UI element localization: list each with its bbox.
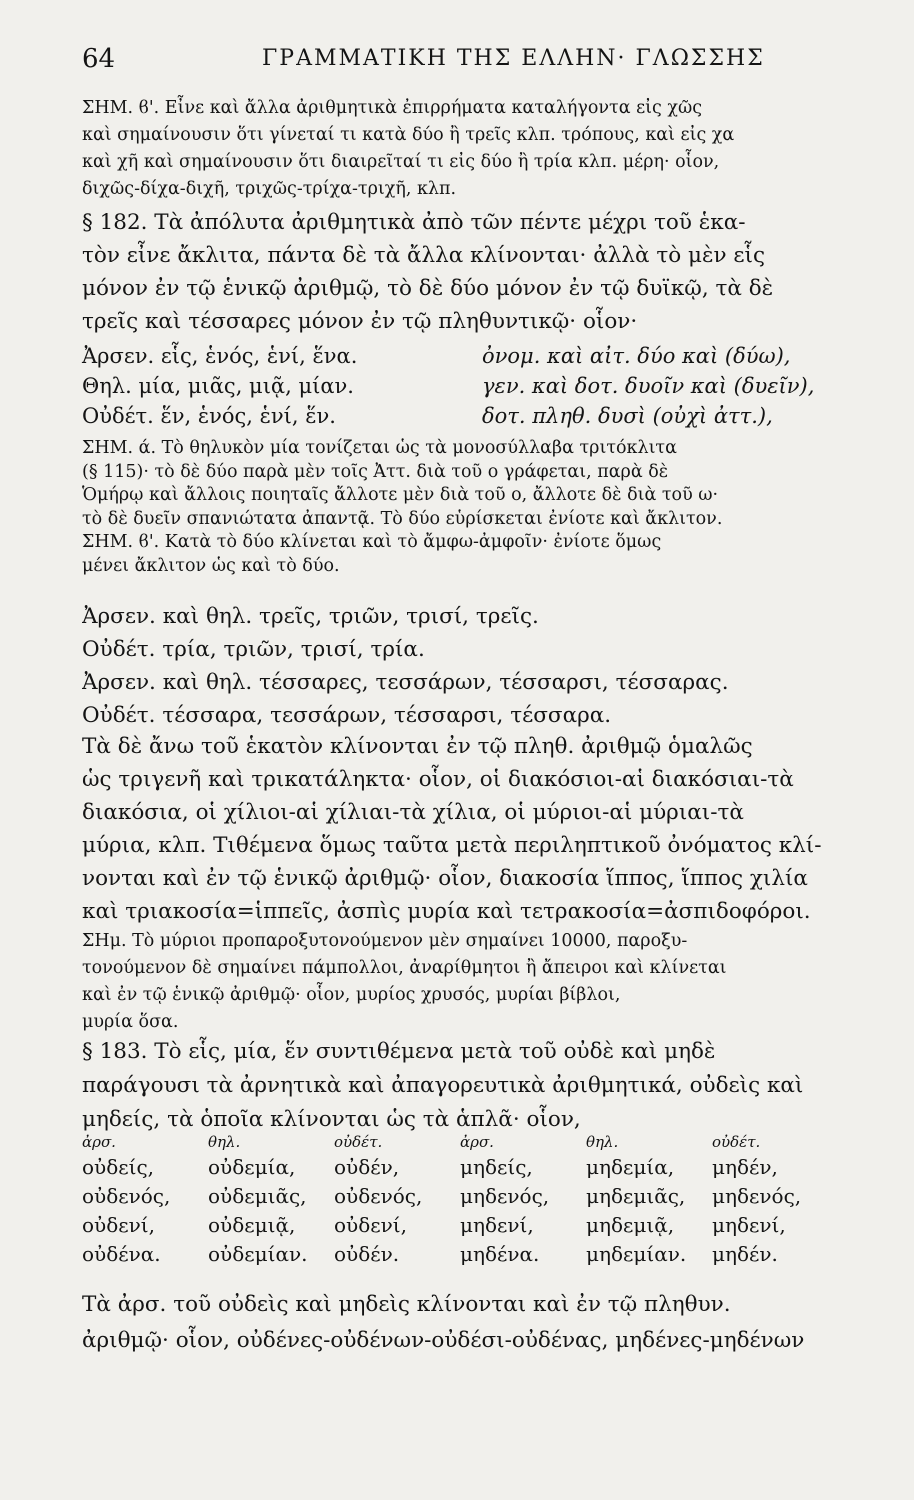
table-row: [82, 404, 842, 434]
text-line: διακόσια, οἱ χίλιοι-αἱ χίλιαι-τὰ χίλια, οἱ μύριοι-αἱ μύριαι-τὰ: [82, 800, 744, 825]
table-cell: μηδεμίαν.: [586, 1242, 687, 1266]
text-line: τονούμενον δὲ σημαίνει πάμπολλοι, ἀναρίθμητοι ἢ ἄπειροι καὶ κλίνεται: [82, 958, 727, 978]
text-line: ΣΗΜ. ϐ'. Εἶνε καὶ ἄλλα ἀριθμητικὰ ἐπιρρήματα καταλήγοντα εἰς χῶς: [82, 98, 703, 118]
column-header: ἀρσ.: [460, 1133, 494, 1151]
table-cell: μηδέν.: [712, 1242, 778, 1266]
declension-cell: Ἀρσεν. εἷς, ἑνός, ἑνί, ἕνα.: [82, 344, 358, 368]
text-line: ἀριθμῷ· οἷον, οὐδένες-οὐδένων-οὐδέσι-οὐδένας, μηδένες-μηδένων: [82, 1328, 805, 1353]
text-line: μυρία ὅσα.: [82, 1012, 179, 1032]
table-cell: μηδεμιᾶς,: [586, 1184, 686, 1208]
table-cell: οὐδεμιᾷ,: [208, 1213, 296, 1237]
text-line: ΣΗΜ. ά. Τὸ θηλυκὸν μία τονίζεται ὡς τὰ μονοσύλλαβα τριτόκλιτα: [82, 438, 677, 458]
text-line: Τὰ δὲ ἄνω τοῦ ἑκατὸν κλίνονται ἐν τῷ πληθ. ἀριθμῷ ὁμαλῶς: [82, 734, 753, 759]
table-header-row: [82, 1133, 842, 1155]
table-cell: οὐδεμίαν.: [208, 1242, 308, 1266]
text-line: Ἀρσεν. καὶ θηλ. τέσσαρες, τεσσάρων, τέσσαρσι, τέσσαρας.: [82, 670, 729, 695]
text-line: καὶ τριακοσία=ἱππεῖς, ἀσπὶς μυρία καὶ τετρακοσία=ἀσπιδοφόροι.: [82, 899, 811, 924]
text-line: τὸ δὲ δυεῖν σπανιώτατα ἀπαντᾷ. Τὸ δύο εὑρίσκεται ἐνίοτε καὶ ἄκλιτον.: [82, 508, 723, 529]
text-line: καὶ σημαίνουσιν ὅτι γίνεταί τι κατὰ δύο ἢ τρεῖς κλπ. τρόπους, καὶ εἰς χα: [82, 125, 735, 145]
table-cell: οὐδενί,: [334, 1213, 407, 1237]
text-line: § 183. Τὸ εἷς, μία, ἕν συντιθέμενα μετὰ τοῦ οὐδὲ καὶ μηδὲ: [82, 1039, 716, 1064]
text-line: νονται καὶ ἐν τῷ ἑνικῷ ἀριθμῷ· οἷον, διακοσία ἵππος, ἵππος χιλία: [82, 866, 808, 891]
text-line: § 182. Τὰ ἀπόλυτα ἀριθμητικὰ ἀπὸ τῶν πέντε μέχρι τοῦ ἑκα-: [82, 210, 746, 235]
section-182: [82, 206, 848, 338]
declension-cell: Θηλ. μία, μιᾶς, μιᾷ, μίαν.: [82, 374, 354, 398]
text-line: καὶ ἐν τῷ ἑνικῷ ἀριθμῷ· οἷον, μυρίος χρυσός, μυρίαι βίβλοι,: [82, 985, 621, 1005]
column-header: θηλ.: [208, 1133, 241, 1151]
table-cell: οὐδεμία,: [208, 1155, 296, 1179]
text-line: ΣΗΜ. ϐ'. Κατὰ τὸ δύο κλίνεται καὶ τὸ ἄμφω-ἀμφοῖν· ἐνίοτε ὅμως: [82, 532, 662, 552]
page-number: 64: [82, 44, 116, 74]
column-header: θηλ.: [586, 1133, 619, 1151]
text-line: τὸν εἶνε ἄκλιτα, πάντα δὲ τὰ ἄλλα κλίνονται· ἀλλὰ τὸ μὲν εἷς: [82, 243, 766, 268]
table-cell: μηδείς,: [460, 1155, 533, 1179]
text-line: Ἀρσεν. καὶ θηλ. τρεῖς, τριῶν, τρισί, τρεῖς.: [82, 604, 539, 629]
text-line: Οὐδέτ. τέσσαρα, τεσσάρων, τέσσαρσι, τέσσαρα.: [82, 703, 612, 728]
table-row: [82, 344, 842, 374]
table-cell: μηδέν,: [712, 1155, 778, 1179]
negative-numerals-table: [82, 1133, 842, 1271]
text-line: καὶ χῆ καὶ σημαίνουσιν ὅτι διαιρεῖταί τι εἰς δύο ἢ τρία κλπ. μέρη· οἷον,: [82, 152, 720, 172]
note-myrioi: [82, 928, 848, 1036]
text-line: μένει ἄκλιτον ὡς καὶ τὸ δύο.: [82, 555, 340, 576]
text-line: Ὁμήρῳ καὶ ἄλλοις ποιηταῖς ἄλλοτε μὲν διὰ τοῦ ο, ἄλλοτε δὲ διὰ τοῦ ω·: [82, 485, 719, 505]
table-row: [82, 1155, 842, 1184]
text-line: διχῶς-δίχα-διχῆ, τριχῶς-τρίχα-τριχῆ, κλπ.: [82, 179, 457, 199]
note-adverbs: [82, 95, 848, 203]
note-one-two: [82, 437, 848, 578]
table-cell: μηδενός,: [712, 1184, 802, 1208]
table-cell: οὐδένα.: [82, 1242, 161, 1266]
declension-cell: ὀνομ. καὶ αἰτ. δύο καὶ (δύω),: [482, 344, 791, 368]
table-cell: μηδεμιᾷ,: [586, 1213, 675, 1237]
column-header: οὐδέτ.: [334, 1133, 383, 1151]
table-cell: οὐδενί,: [82, 1213, 155, 1237]
declension-cell: δοτ. πληθ. δυσὶ (οὐχὶ ἀττ.),: [482, 404, 773, 428]
table-cell: μηδένα.: [460, 1242, 540, 1266]
table-cell: οὐδενός,: [82, 1184, 171, 1208]
text-line: Οὐδέτ. τρία, τριῶν, τρισί, τρία.: [82, 637, 425, 662]
section-183: [82, 1035, 848, 1137]
table-cell: μηδενί,: [712, 1213, 786, 1237]
table-cell: οὐδεμιᾶς,: [208, 1184, 307, 1208]
table-cell: μηδενός,: [460, 1184, 550, 1208]
declension-cell: γεν. καὶ δοτ. δυοῖν καὶ (δυεῖν),: [482, 374, 815, 398]
text-line: ΣΗμ. Τὸ μύριοι προπαροξυτονούμενον μὲν σημαίνει 10000, παροξυ-: [82, 931, 688, 951]
final-paragraph: [82, 1287, 848, 1359]
table-cell: οὐδέν.: [334, 1242, 400, 1266]
table-cell: μηδεμία,: [586, 1155, 675, 1179]
table-row: [82, 1213, 842, 1242]
text-line: μόνον ἐν τῷ ἑνικῷ ἀριθμῷ, τὸ δὲ δύο μόνον ἐν τῷ δυϊκῷ, τὰ δὲ: [82, 276, 774, 301]
page-header: [82, 44, 852, 78]
text-line: (§ 115)· τὸ δὲ δύο παρὰ μὲν τοῖς Ἀττ. διὰ τοῦ ο γράφεται, παρὰ δὲ: [82, 461, 669, 482]
table-cell: οὐδείς,: [82, 1155, 155, 1179]
running-title: ΓΡΑΜΜΑΤΙΚΗ ΤΗΣ ΕΛΛΗΝ· ΓΛΩΣΣΗΣ: [262, 46, 765, 71]
declension-three-four: [82, 600, 848, 732]
column-header: ἀρσ.: [82, 1133, 116, 1151]
text-line: μηδείς, τὰ ὁποῖα κλίνονται ὡς τὰ ἁπλᾶ· οἷον,: [82, 1107, 581, 1132]
text-line: μύρια, κλπ. Τιθέμενα ὅμως ταῦτα μετὰ περιληπτικοῦ ὀνόματος κλί-: [82, 833, 822, 858]
table-cell: μηδενί,: [460, 1213, 534, 1237]
text-line: παράγουσι τὰ ἀρνητικὰ καὶ ἀπαγορευτικὰ ἀριθμητικά, οὐδεὶς καὶ: [82, 1073, 804, 1098]
table-cell: οὐδενός,: [334, 1184, 423, 1208]
text-line: Τὰ ἀρσ. τοῦ οὐδεὶς καὶ μηδεὶς κλίνονται καὶ ἐν τῷ πληθυν.: [82, 1292, 731, 1317]
column-header: οὐδέτ.: [712, 1133, 761, 1151]
table-row: [82, 1242, 842, 1271]
text-line: τρεῖς καὶ τέσσαρες μόνον ἐν τῷ πληθυντικῷ· οἷον·: [82, 309, 638, 334]
table-row: [82, 374, 842, 404]
table-row: [82, 1184, 842, 1213]
text-line: ὡς τριγενῆ καὶ τρικατάληκτα· οἷον, οἱ διακόσιοι-αἱ διακόσιαι-τὰ: [82, 767, 794, 792]
declension-one-two: [82, 344, 842, 434]
table-cell: οὐδέν,: [334, 1155, 400, 1179]
declension-cell: Οὐδέτ. ἕν, ἑνός, ἑνί, ἕν.: [82, 404, 336, 428]
paragraph-hundreds: [82, 730, 848, 928]
